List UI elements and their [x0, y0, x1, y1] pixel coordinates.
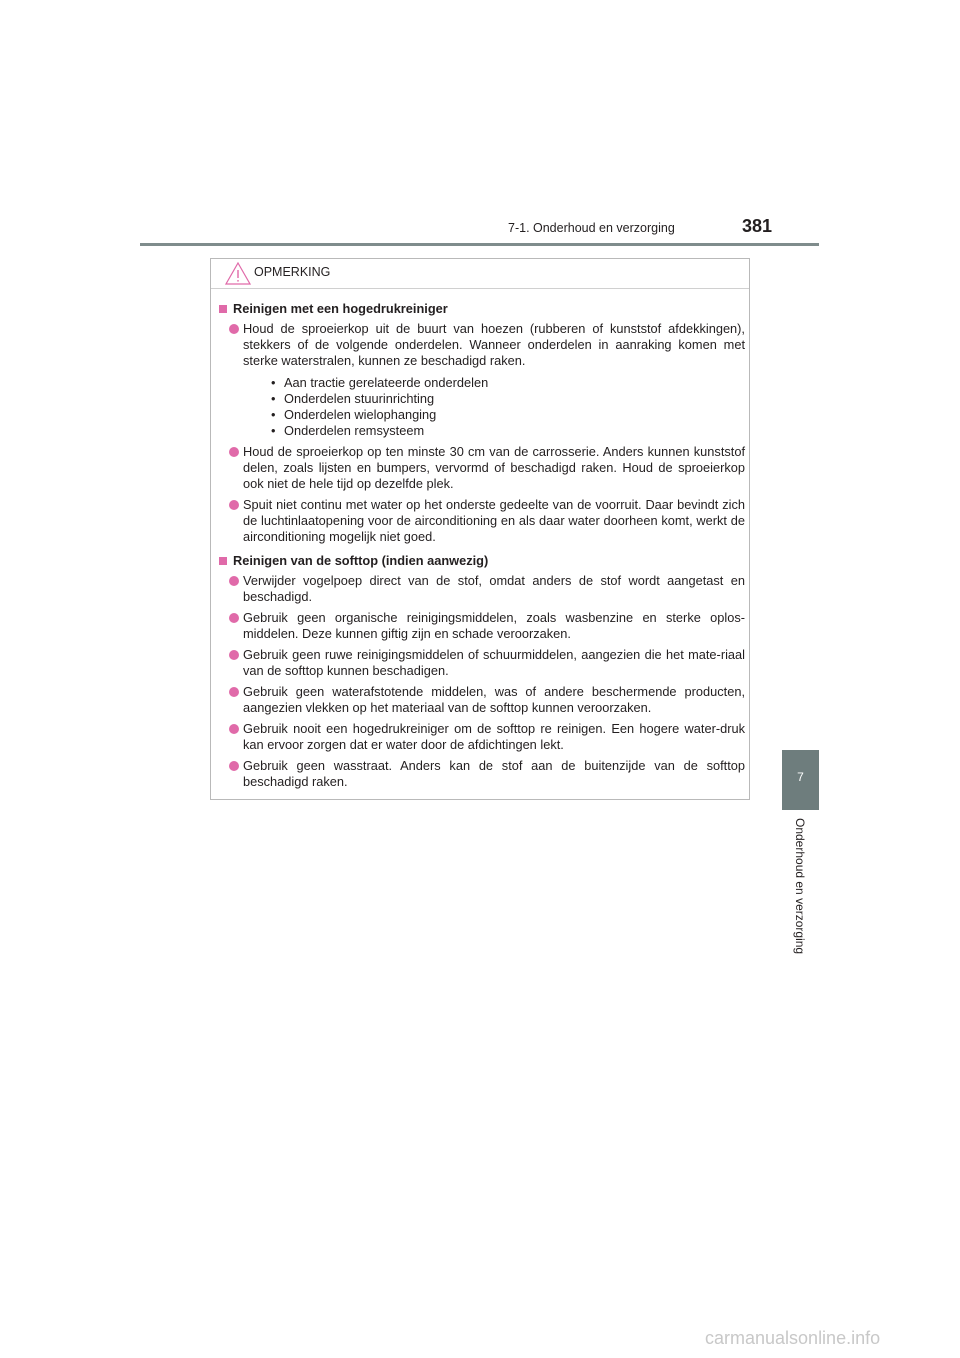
header-divider — [140, 243, 819, 246]
chapter-label: Onderhoud en verzorging — [793, 818, 807, 955]
page-number: 381 — [742, 216, 773, 236]
list-item — [217, 647, 745, 679]
list-item-text: Houd de sproeierkop uit de buurt van hoezen (rubberen of kunststof afdekkingen), stekkers of de volgende onderdelen. Wanneer onderdelen in aanraking komen met sterke waterstralen, kunnen ze beschadigd raken. — [243, 321, 745, 368]
notice-header — [211, 259, 749, 289]
section-title: 7-1. Onderhoud en verzorging — [508, 221, 675, 235]
list-item-text: Gebruik nooit een hogedrukreiniger om de softtop re reinigen. Een hogere water-druk kan ervoor zorgen dat er water door de afdichtingen lekt. — [243, 721, 745, 752]
sub-list — [243, 375, 745, 439]
warning-triangle-icon — [225, 262, 251, 285]
notice-section — [217, 301, 745, 545]
circle-bullet-icon — [229, 576, 239, 586]
circle-bullet-icon — [229, 324, 239, 334]
notice-title: OPMERKING — [254, 265, 331, 279]
circle-bullet-icon — [229, 761, 239, 771]
list-item-text: Houd de sproeierkop op ten minste 30 cm van de carrosserie. Anders kunnen kunststof delen, zoals lijsten en bumpers, vervormd of beschadigd raken. Houd de sproeierkop ook niet de hele tijd op dezelfde plek. — [243, 444, 745, 491]
section-heading-text: Reinigen van de softtop (indien aanwezig) — [233, 553, 489, 568]
list-item-text: Spuit niet continu met water op het onderste gedeelte van de voorruit. Daar bevindt zich de luchtinlaatopening voor de airconditioning en als daar water doorheen komt, werkt de airconditioning mogelijk niet goed. — [243, 497, 745, 544]
sub-list-item: • Onderdelen wielophanging — [271, 407, 745, 423]
notice-box — [210, 258, 750, 800]
sub-list-item: • Aan tractie gerelateerde onderdelen — [271, 375, 745, 391]
list-item — [217, 497, 745, 545]
notice-body — [211, 289, 751, 798]
circle-bullet-icon — [229, 447, 239, 457]
notice-section — [217, 553, 745, 790]
square-bullet-icon — [219, 305, 227, 313]
sub-list-item: • Onderdelen remsysteem — [271, 423, 745, 439]
list-item — [217, 444, 745, 492]
list-item — [217, 573, 745, 605]
section-heading — [217, 301, 745, 317]
list-item — [217, 684, 745, 716]
circle-bullet-icon — [229, 687, 239, 697]
circle-bullet-icon — [229, 650, 239, 660]
chapter-tab — [782, 750, 819, 810]
square-bullet-icon — [219, 557, 227, 565]
list-item-text: Verwijder vogelpoep direct van de stof, omdat anders de stof wordt aangetast en beschadigd. — [243, 573, 745, 604]
circle-bullet-icon — [229, 724, 239, 734]
list-item — [217, 758, 745, 790]
list-item — [217, 321, 745, 439]
chapter-number: 7 — [797, 770, 804, 784]
section-heading-text: Reinigen met een hogedrukreiniger — [233, 301, 448, 316]
circle-bullet-icon — [229, 500, 239, 510]
list-item-text: Gebruik geen ruwe reinigingsmiddelen of schuurmiddelen, aangezien die het mate-riaal van de softtop kunnen beschadigen. — [243, 647, 745, 678]
list-item-text: Gebruik geen waterafstotende middelen, was of andere beschermende producten, aangezien vlekken op het materiaal van de softtop kunnen veroorzaken. — [243, 684, 745, 715]
list-item-text: Gebruik geen wasstraat. Anders kan de stof aan de buitenzijde van de softtop beschadigd raken. — [243, 758, 745, 789]
list-item-text: Gebruik geen organische reinigingsmiddelen, zoals wasbenzine en sterke oplos-middelen. Deze kunnen giftig zijn en schade veroorzaken. — [243, 610, 745, 641]
section-heading — [217, 553, 745, 569]
sub-list-item: • Onderdelen stuurinrichting — [271, 391, 745, 407]
list-item — [217, 721, 745, 753]
watermark: carmanualsonline.info — [705, 1328, 881, 1348]
circle-bullet-icon — [229, 613, 239, 623]
list-item — [217, 610, 745, 642]
